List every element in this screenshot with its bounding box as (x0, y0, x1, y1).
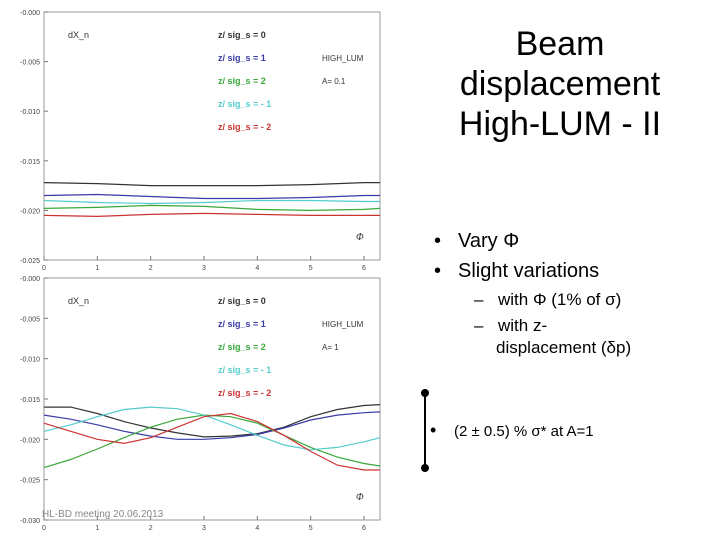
bullet-text: Slight variations (458, 260, 600, 282)
range-bar-cap-top (421, 389, 429, 397)
bullet-text: Vary Φ (458, 230, 520, 252)
legend-entry: z/ sig_s = - 1 (218, 365, 272, 375)
y-tick-label: -0.025 (20, 258, 40, 265)
x-tick-label: 2 (148, 265, 153, 272)
plot-frame (44, 12, 380, 260)
x-tick-label: 1 (95, 525, 100, 532)
y-tick-label: -0.020 (20, 208, 40, 216)
x-axis-label: Φ (356, 232, 364, 243)
y-tick-label: -0.015 (20, 397, 40, 404)
y-tick-label: -0.025 (20, 477, 40, 485)
y-tick-label: -0.000 (20, 10, 40, 17)
legend-entry: z/ sig_s = - 1 (218, 99, 272, 109)
x-tick-label: 5 (308, 265, 313, 272)
x-tick-label: 5 (308, 525, 313, 532)
title-line: High-LUM - II (458, 105, 662, 143)
bullet-dot-icon: • (430, 420, 437, 440)
x-axis-label: Φ (356, 492, 364, 503)
x-tick-label: 3 (202, 265, 206, 272)
y-tick-label: -0.020 (20, 437, 40, 445)
dash-icon: – (474, 290, 484, 309)
y-tick-label: -0.015 (20, 158, 40, 166)
legend-entry: z/ sig_s = 0 (218, 30, 266, 40)
x-tick-label: 6 (362, 525, 366, 532)
slide-title (430, 24, 690, 144)
sub-bullet-item (474, 290, 621, 310)
legend-entry: z/ sig_s = - 2 (218, 122, 272, 132)
sub-bullet-text: with z- (498, 316, 548, 335)
chart-phi-a1 (0, 272, 400, 534)
x-tick-label: 3 (202, 525, 206, 532)
y-tick-label: -0.030 (20, 518, 40, 525)
annotation: A= 1 (322, 343, 339, 352)
chart-phi-a01 (0, 6, 400, 274)
annotation: HIGH_LUM (322, 54, 364, 63)
annotation: A= 0.1 (322, 77, 346, 86)
y-tick-label: -0.005 (20, 316, 40, 324)
legend-entry: z/ sig_s = - 2 (218, 388, 272, 398)
bullet-item (434, 260, 599, 283)
note (430, 420, 594, 441)
y-tick-label: -0.010 (20, 356, 40, 364)
y-tick-label: -0.005 (20, 59, 40, 67)
x-tick-label: 4 (255, 525, 260, 532)
legend-entry: z/ sig_s = 1 (218, 53, 266, 63)
sub-bullet-text: with Φ (1% of σ) (498, 290, 622, 309)
title-line: displacement (459, 65, 661, 103)
chart-svg (0, 6, 400, 274)
dash-icon: – (474, 316, 484, 335)
legend-entry: z/ sig_s = 2 (218, 76, 266, 86)
bullet-item (434, 230, 519, 253)
note-text: (2 ± 0.5) % σ* at A=1 (454, 423, 594, 440)
title-line: Beam (515, 25, 605, 63)
range-bar-cap-bottom (421, 464, 429, 472)
chart-svg (0, 272, 400, 534)
bullet-dot-icon: • (434, 260, 442, 282)
range-bar (424, 393, 426, 469)
annotation: HIGH_LUM (322, 320, 364, 329)
bullet-dot-icon: • (434, 230, 442, 252)
legend-entry: z/ sig_s = 1 (218, 319, 266, 329)
x-tick-label: 4 (255, 265, 260, 272)
sub-bullet-item (474, 316, 547, 336)
y-axis-label: dX_n (68, 296, 90, 306)
legend-entry: z/ sig_s = 0 (218, 296, 266, 306)
y-tick-label: -0.000 (20, 276, 40, 283)
plot-frame (44, 278, 380, 520)
x-tick-label: 0 (42, 525, 46, 532)
x-tick-label: 1 (95, 265, 100, 272)
x-tick-label: 2 (148, 525, 153, 532)
y-axis-label: dX_n (68, 30, 90, 40)
sub-bullet-continuation: displacement (δp) (496, 338, 632, 357)
x-tick-label: 6 (362, 265, 366, 272)
footer: HL-BD meeting 20.06.2013 (42, 509, 164, 520)
legend-entry: z/ sig_s = 2 (218, 342, 266, 352)
y-tick-label: -0.010 (20, 109, 40, 117)
x-tick-label: 0 (42, 265, 46, 272)
